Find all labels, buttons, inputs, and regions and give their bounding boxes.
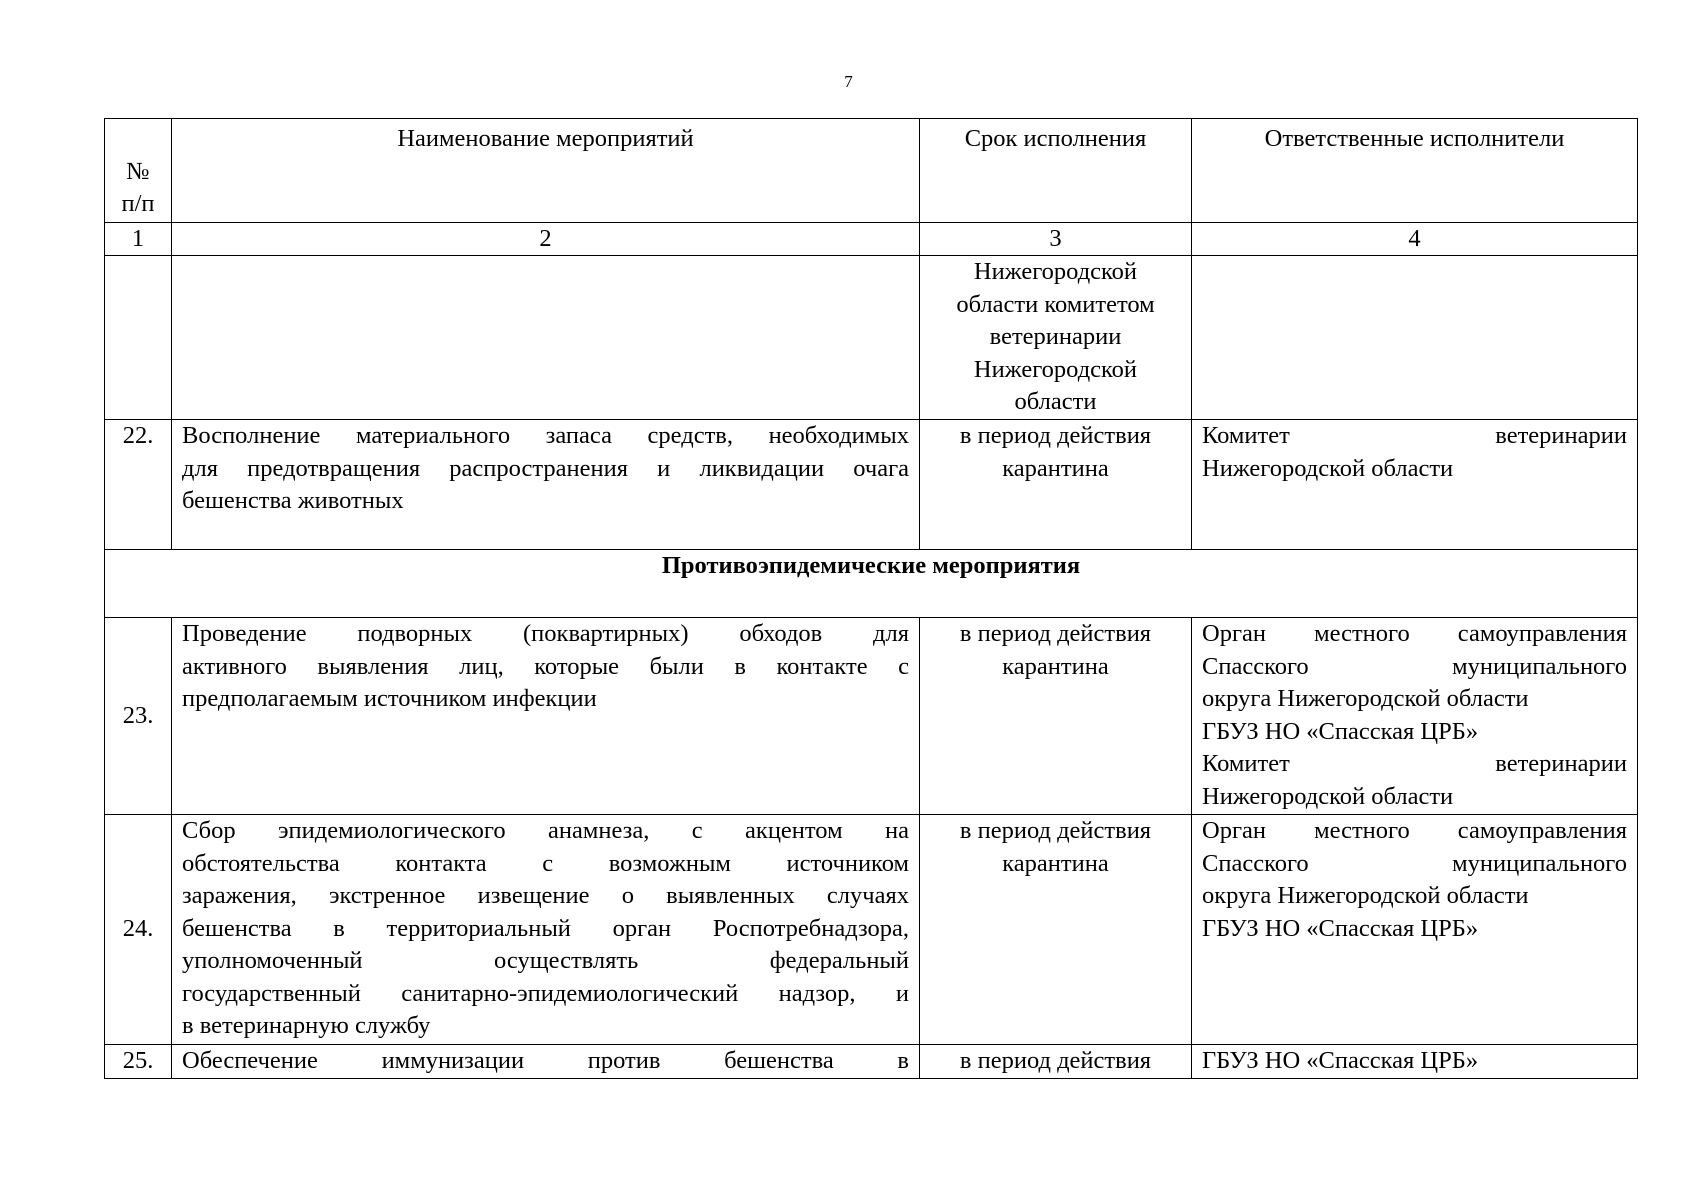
resp-line: Комитет ветеринарии bbox=[1202, 422, 1627, 449]
resp-line: Спасского муниципального bbox=[1202, 652, 1627, 680]
term-line: карантина bbox=[1002, 454, 1109, 482]
row-num: 24. bbox=[105, 815, 172, 1045]
row-num bbox=[105, 256, 172, 420]
resp-line: ГБУЗ НО «Спасская ЦРБ» bbox=[1202, 914, 1479, 942]
resp-line: округа Нижегородской области bbox=[1202, 882, 1529, 909]
column-index: 2 bbox=[172, 223, 920, 256]
name-line: заражения, экстренное извещение о выявленных случаях bbox=[182, 882, 909, 909]
name-line: бешенства в территориальный орган Роспотребнадзора, bbox=[182, 914, 909, 942]
row-term bbox=[920, 618, 1192, 815]
term-line: в период действия bbox=[959, 620, 1152, 647]
row-responsible bbox=[1192, 815, 1638, 1045]
name-line: активного выявления лиц, которые были в контакте с bbox=[182, 652, 909, 680]
name-line: обстоятельства контакта с возможным источником bbox=[182, 849, 909, 877]
table-row-24 bbox=[105, 815, 1638, 1045]
header-name: Наименование мероприятий bbox=[172, 119, 920, 223]
term-line: в период действия bbox=[959, 422, 1152, 449]
row-term bbox=[920, 815, 1192, 1045]
section-header-row bbox=[105, 550, 1638, 618]
column-index: 3 bbox=[920, 223, 1192, 256]
row-term bbox=[920, 256, 1192, 420]
name-line: Сбор эпидемиологического анамнеза, с акцентом на bbox=[182, 817, 909, 844]
name-line: Обеспечение иммунизации против бешенства в bbox=[182, 1047, 909, 1074]
row-name bbox=[172, 1045, 920, 1079]
term-line: области bbox=[1014, 388, 1097, 415]
row-name bbox=[172, 618, 920, 815]
name-line: предполагаемым источником инфекции bbox=[182, 685, 597, 712]
term-line: ветеринарии bbox=[989, 323, 1122, 350]
term-line: Нижегородской bbox=[973, 258, 1138, 285]
table-row-22 bbox=[105, 420, 1638, 550]
row-num: 25. bbox=[105, 1045, 172, 1079]
term-line: карантина bbox=[1002, 849, 1109, 877]
name-line: уполномоченный осуществлять федеральный bbox=[182, 947, 909, 974]
row-num: 23. bbox=[105, 618, 172, 815]
resp-line: ГБУЗ НО «Спасская ЦРБ» bbox=[1202, 1047, 1479, 1074]
section-title: Противоэпидемические мероприятия bbox=[105, 550, 1638, 618]
table-row-25 bbox=[105, 1045, 1638, 1079]
row-term bbox=[920, 420, 1192, 550]
name-line: Проведение подворных (поквартирных) обходов для bbox=[182, 620, 909, 647]
term-line: карантина bbox=[1002, 652, 1109, 680]
resp-line: округа Нижегородской области bbox=[1202, 685, 1529, 712]
term-line: в период действия bbox=[959, 817, 1152, 844]
row-responsible bbox=[1192, 1045, 1638, 1079]
resp-line: ГБУЗ НО «Спасская ЦРБ» bbox=[1202, 717, 1479, 745]
header-num bbox=[105, 119, 172, 223]
row-responsible bbox=[1192, 420, 1638, 550]
term-line: в период действия bbox=[959, 1047, 1152, 1074]
row-term bbox=[920, 1045, 1192, 1079]
term-line: Нижегородской bbox=[973, 355, 1138, 383]
column-index: 4 bbox=[1192, 223, 1638, 256]
table-row-23 bbox=[105, 618, 1638, 815]
table-row-continuation bbox=[105, 256, 1638, 420]
row-responsible bbox=[1192, 256, 1638, 420]
name-line: для предотвращения распространения и ликвидации очага bbox=[182, 454, 909, 482]
name-line: Восполнение материального запаса средств, необходимых bbox=[182, 422, 909, 449]
header-num-line: № bbox=[126, 158, 150, 185]
table-header-row bbox=[105, 119, 1638, 223]
name-line: бешенства животных bbox=[182, 487, 404, 514]
resp-line: Нижегородской области bbox=[1202, 454, 1454, 482]
resp-line: Орган местного самоуправления bbox=[1202, 620, 1627, 647]
row-responsible bbox=[1192, 618, 1638, 815]
header-num-line: п/п bbox=[121, 190, 155, 217]
row-num: 22. bbox=[105, 420, 172, 550]
name-line: государственный санитарно-эпидемиологический надзор, и bbox=[182, 979, 909, 1007]
header-responsible: Ответственные исполнители bbox=[1192, 119, 1638, 223]
column-index-row bbox=[105, 223, 1638, 256]
header-term: Срок исполнения bbox=[920, 119, 1192, 223]
name-line: в ветеринарную службу bbox=[182, 1012, 431, 1039]
row-name bbox=[172, 256, 920, 420]
page-number: 7 bbox=[844, 72, 853, 91]
column-index: 1 bbox=[105, 223, 172, 256]
term-line: области комитетом bbox=[956, 290, 1155, 318]
measures-table bbox=[104, 118, 1638, 1079]
resp-line: Спасского муниципального bbox=[1202, 849, 1627, 877]
row-name bbox=[172, 815, 920, 1045]
resp-line: Орган местного самоуправления bbox=[1202, 817, 1627, 844]
row-name bbox=[172, 420, 920, 550]
resp-line: Нижегородской области bbox=[1202, 782, 1454, 810]
resp-line: Комитет ветеринарии bbox=[1202, 750, 1627, 777]
